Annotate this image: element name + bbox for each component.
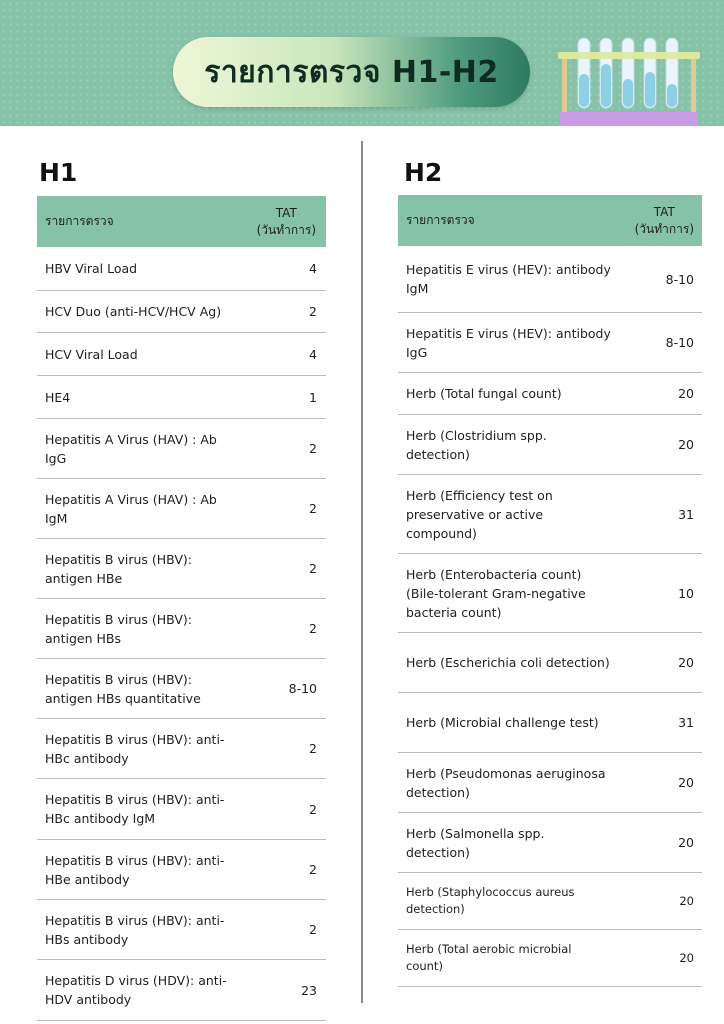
test-name: Hepatitis B virus (HBV): antigen HBs quantitative [45, 671, 201, 706]
h1-rows [37, 247, 326, 1021]
tat-value: 20 [679, 894, 694, 908]
h1-header-tat-unit: (วันทำการ) [256, 222, 316, 237]
tat-value: 8-10 [665, 271, 694, 287]
tat-value: 1 [309, 389, 317, 405]
tat-value: 20 [679, 951, 694, 965]
title-pill [173, 37, 530, 107]
table-row [37, 539, 326, 599]
test-name: Herb (Salmonella spp. detection) [406, 825, 545, 860]
tat-value: 2 [309, 501, 317, 516]
table-row [37, 840, 326, 900]
test-name: Hepatitis B virus (HBV): antigen HBe [45, 551, 192, 586]
test-name: Herb (Escherichia coli detection) [406, 655, 610, 670]
h2-header-tat [635, 204, 694, 238]
h1-table-header [37, 196, 326, 247]
tat-value: 31 [678, 506, 694, 522]
h1-header-name: รายการตรวจ [45, 214, 114, 228]
table-row [37, 659, 326, 719]
tat-value: 8-10 [288, 681, 317, 696]
tat-value: 2 [309, 561, 317, 576]
table-row [398, 313, 702, 373]
table-row [398, 753, 702, 813]
tat-value: 2 [309, 621, 317, 636]
tat-value: 2 [309, 304, 317, 319]
test-name: Herb (Pseudomonas aeruginosa detection) [406, 765, 606, 800]
test-name: HCV Duo (anti-HCV/HCV Ag) [45, 304, 222, 319]
tat-value: 20 [678, 386, 694, 401]
tat-value: 23 [301, 982, 317, 998]
tat-value: 4 [309, 346, 317, 362]
tat-value: 2 [309, 862, 317, 877]
test-name: Hepatitis E virus (HEV): antibody IgG [406, 325, 611, 360]
h1-table [37, 196, 326, 1021]
tat-value: 2 [309, 922, 317, 937]
table-row [37, 960, 326, 1021]
h1-header-tat [257, 205, 316, 239]
test-name: Herb (Efficiency test on preservative or active compound) [406, 487, 553, 541]
table-row [398, 813, 702, 873]
tat-value: 2 [309, 801, 317, 817]
table-row [37, 479, 326, 539]
table-row [398, 930, 702, 987]
h2-rows [398, 246, 702, 987]
table-row [37, 247, 326, 291]
table-row [398, 693, 702, 753]
h1-header-tat-label: TAT [275, 205, 297, 220]
tat-value: 20 [678, 437, 694, 452]
tat-value: 8-10 [665, 335, 694, 350]
test-tube-rack-icon [556, 34, 702, 126]
h2-header-tat-unit: (วันทำการ) [634, 221, 694, 236]
page-title: รายการตรวจ H1-H2 [204, 54, 499, 90]
table-row [37, 779, 326, 840]
table-row [37, 599, 326, 659]
h2-table-header [398, 195, 702, 246]
test-name: Herb (Clostridium spp. detection) [406, 427, 547, 462]
test-name: Hepatitis B virus (HBV): anti- HBs antibody [45, 912, 225, 947]
tat-value: 31 [678, 715, 694, 730]
h2-table [398, 195, 702, 987]
test-name: Hepatitis B virus (HBV): anti- HBc antibody [45, 731, 225, 766]
table-row [398, 415, 702, 475]
table-row [398, 246, 702, 313]
table-row [37, 900, 326, 960]
header-banner [0, 0, 724, 126]
test-name: Hepatitis A Virus (HAV) : Ab IgM [45, 491, 217, 526]
test-name: Herb (Total fungal count) [406, 386, 562, 401]
tat-value: 20 [678, 835, 694, 850]
tat-value: 4 [309, 261, 317, 276]
table-row [37, 376, 326, 419]
tat-value: 2 [309, 741, 317, 756]
test-name: Hepatitis B virus (HBV): anti- HBe antibody [45, 852, 225, 887]
table-row [398, 373, 702, 415]
test-name: Hepatitis E virus (HEV): antibody IgM [406, 262, 611, 296]
table-row [398, 554, 702, 633]
h2-header-name: รายการตรวจ [406, 213, 475, 227]
test-name: Herb (Total aerobic microbial count) [406, 942, 572, 973]
test-name: Herb (Staphylococcus aureus detection) [406, 885, 575, 916]
test-name: Herb (Enterobacteria count) (Bile-tolerant Gram-negative bacteria count) [406, 566, 586, 620]
test-name: Hepatitis B virus (HBV): anti- HBc antibody IgM [45, 792, 225, 826]
table-row [37, 719, 326, 779]
test-name: HBV Viral Load [45, 261, 138, 276]
test-name: Hepatitis A Virus (HAV) : Ab IgG [45, 431, 217, 466]
h2-title: H2 [404, 158, 443, 187]
test-name: HE4 [45, 389, 71, 405]
tat-value: 2 [309, 441, 317, 456]
h1-title: H1 [39, 158, 78, 187]
table-row [398, 633, 702, 693]
tat-value: 20 [678, 775, 694, 790]
table-row [398, 475, 702, 554]
table-row [37, 333, 326, 376]
table-row [398, 873, 702, 930]
test-name: Hepatitis D virus (HDV): anti- HDV antibody [45, 973, 227, 1007]
h2-header-tat-label: TAT [653, 204, 675, 219]
table-row [37, 291, 326, 333]
tat-value: 20 [678, 655, 694, 670]
tat-value: 10 [678, 585, 694, 601]
test-name: HCV Viral Load [45, 346, 138, 362]
table-row [37, 419, 326, 479]
test-name: Hepatitis B virus (HBV): antigen HBs [45, 611, 192, 646]
test-name: Herb (Microbial challenge test) [406, 715, 599, 730]
column-divider [361, 141, 363, 1003]
